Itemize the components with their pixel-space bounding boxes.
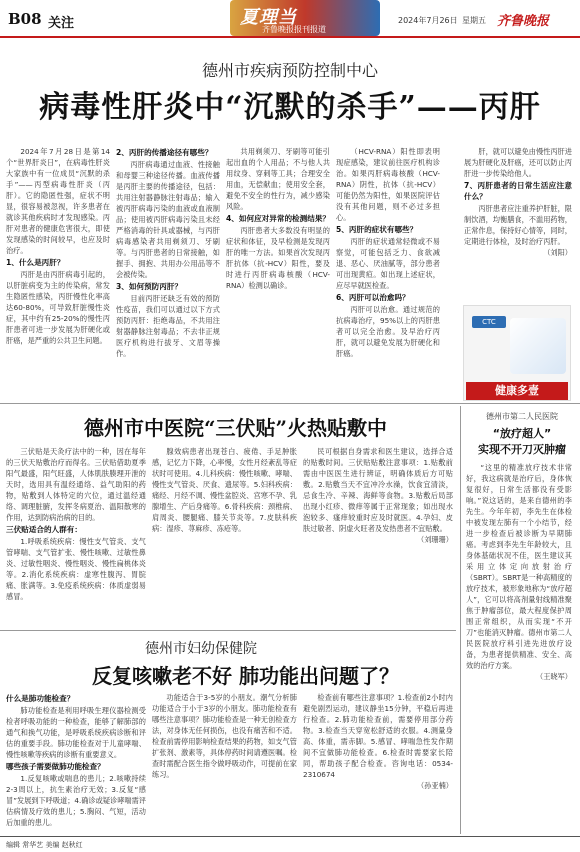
article1-headline: 病毒性肝炎中“沉默的杀手”——丙肝	[39, 90, 541, 125]
article1-paragraph: 丙肝患者应注重养护肝脏，限制饮酒，均衡膳食，不滥用药物，正常作息，保持好心情等，同时，定期进行体检，及时治疗丙肝。	[464, 204, 572, 246]
article3-headline: 反复咳嗽老不好 肺功能出问题了？	[92, 664, 399, 688]
column-divider	[460, 406, 461, 834]
ad-tagline: 健康多壹	[466, 382, 568, 400]
article2-paragraph: 三伏贴是天灸疗法中的一种，因在每年的三伏天贴敷治疗而得名。三伏贴借助夏季阳气最盛，阳气旺盛，人体肌肤腠理开泄的天时，选用具有温经通络、益气助阳的药物，贴敷到人体特定的穴位，通过温经通络、调理脏腑，发挥冬病夏治、温阳散寒的作用，达到防病治病的目的。	[6, 447, 146, 522]
article2-column-1	[6, 446, 146, 624]
issue-weekday: 星期五	[462, 16, 486, 25]
article1-subhead: 6、丙肝可以治愈吗？	[336, 293, 410, 302]
article1-subhead: 3、如何预防丙肝？	[116, 282, 183, 291]
page-footer-credits: 编辑 常华艺 美编 赵秋红	[6, 841, 83, 849]
article1-column-2	[116, 146, 220, 396]
sidebar-body	[466, 462, 572, 832]
article1-kicker: 德州市疾病预防控制中心	[201, 61, 378, 80]
article1-paragraph: 丙肝可以治愈。通过规范的抗病毒治疗，95%以上的丙肝患者可以完全治愈。及早治疗丙肝，就可以避免发展为肝硬化和肝癌。	[336, 305, 440, 358]
article1-paragraph: 丙肝患者大多数没有明显的症状和体征，及早检测是发现丙肝的唯一方法。如果首次发现丙肝抗体（抗-HCV）阳性，要及时进行丙肝病毒核酸（HCV-RNA）检测以确诊。	[226, 226, 330, 290]
ad-logo: CTC	[472, 316, 506, 328]
article1-column-3	[226, 146, 330, 396]
article1-paragraph: 丙肝病毒通过血液、性接触和母婴三种途径传播。血液传播是丙肝主要的传播途径，包括：共用注射器静脉注射毒品；输入被丙肝病毒污染的血液或血液制品；使用被丙肝病毒污染且未经严格消毒的针具或器械，与丙肝病毒感染者共用剃须刀、牙刷等。与丙肝患者的日常接触，如握手、拥抱、共用办公用品等不会被传染。	[116, 160, 220, 279]
article1-subhead: 5、丙肝的症状有哪些？	[336, 225, 418, 234]
article3-column-2	[152, 692, 297, 832]
article1-subhead: 2、丙肝的传播途径有哪些？	[116, 148, 213, 157]
ad-product-image	[510, 318, 566, 374]
article3-paragraph: 检查前有哪些注意事项？1.检查前2小时内避免剧烈运动，建议静坐15分钟，平稳后再进行检查。2.肺功能检查前，需要停用部分药物。3.检查当天穿宽松舒适的衣服。4.测量身高、体重，需赤脚。5.感冒、哮喘急性发作期间不宜做肺功能检查。6.检查时需要家长陪同，帮助孩子配合检查。咨询电话：0534-2310674	[303, 693, 453, 779]
article1-column-4	[336, 146, 440, 396]
article1-byline: （刘阳）	[543, 248, 572, 257]
page-header	[0, 0, 580, 36]
article3-paragraph: 1.反复咳嗽或喘息的患儿；2.咳嗽持续2-3周以上，抗生素治疗无效；3.反复“感冒”发展到下呼吸道；4.确诊或疑诊哮喘需评估病情及疗效的患儿；5.胸闷、气短，活动后加重的患儿。	[6, 774, 146, 827]
article2-headline: 德州市中医院“三伏贴”火热贴敷中	[84, 416, 388, 440]
footer-rule	[0, 836, 580, 837]
article3-byline: （孙亚楠）	[417, 781, 453, 790]
sidebar-paragraph: “这里的精准放疗技术非常好，我这病就是治疗后，身体恢复很好，日常生活都没有受影响。”说这话的，是来自德州的李先生。今年年初，李先生在体检中被发现左肺有一个小结节，经进一步检查后被诊断为早期肺癌。考虑到李先生年龄较大，且身体基础状况不佳，医生建议其采用立体定向放射治疗（SBRT）。SBRT是一种高精度的放疗技术，被形象地称为“放疗超人”，它可以将高剂量射线精准聚焦于肿瘤部位，最大程度保护周围正常组织，从而实现“不开刀”也能消灭肿瘤。德州市第二人民医院放疗科引进先进放疗设备，为患者提供精准、安全、高效的治疗方案。	[466, 463, 572, 670]
banner-subtitle: 齐鲁晚报报刊报道	[262, 25, 326, 34]
article1-paragraph: 丙肝是由丙肝病毒引起的，以肝脏病变为主的传染病，常发生隐匿性感染，丙肝慢性化率高达60-80%，可导致肝脏慢性炎症，其中约有25-20%的慢性丙肝患者可进一步发展为肝硬化或肝癌，是严重的公共卫生问题。	[6, 270, 110, 345]
article1-subhead: 1、什么是丙肝？	[6, 258, 65, 267]
article2-paragraph: 腺效病患者出现苍白、疲倦、手足肿胀感，记忆力下降，心率慢，女性月经紊乱等症状时可使用。4.儿科疾病：慢性咳嗽、哮喘、慢性支气管炎、厌食、遗尿等。5.妇科疾病：痛经、月经不调、慢性盆腔炎、宫寒不孕、乳腺增生、产后身痛等。6.骨科疾病：颈椎病、肩周炎、腰腿痛、膝关节炎等。7.皮肤科疾病：湿疹、荨麻疹、冻疮等。	[152, 447, 297, 533]
article3-kicker: 德州市妇幼保健院	[145, 641, 257, 657]
article2-column-2	[152, 446, 297, 624]
issue-date: 2024年7月26日	[398, 16, 458, 25]
sidebar-subheadline: 实现不开刀灭肿瘤	[478, 443, 566, 456]
sidebar-byline: （王晓军）	[536, 672, 572, 681]
article2-subhead: 三伏贴适合的人群有：	[6, 525, 82, 534]
section-divider	[0, 403, 580, 404]
article2-column-3	[303, 446, 453, 624]
sidebar-headline: “放疗超人”	[492, 427, 552, 440]
article1-column-1	[6, 146, 110, 396]
article1-paragraph: 共用剃须刀、牙刷等可能引起出血的个人用品；不与他人共用纹身、穿刺等工具；合理安全用血，无偿献血；使用安全套，避免不安全的性行为，减少感染风险。	[226, 147, 330, 211]
article3-column-3	[303, 692, 453, 832]
page-number: B08	[8, 10, 42, 28]
article2-byline: （刘珊珊）	[417, 535, 453, 544]
article3-column-1	[6, 692, 146, 832]
article3-subhead: 什么是肺功能检查？	[6, 694, 75, 703]
banner-title: 夏理当	[240, 7, 297, 28]
article1-paragraph: 丙肝的症状通常轻微或不易察觉，可能包括乏力、食欲减退、恶心、厌油腻等，部分患者可出现黄疸。如出现上述症状，应尽早就医检查。	[336, 237, 440, 290]
sidebar-kicker: 德州市第二人民医院	[486, 412, 558, 421]
newspaper-logo: 齐鲁晚报	[497, 14, 550, 29]
section-divider	[0, 630, 456, 631]
article1-column-5	[464, 146, 572, 298]
article1-paragraph: 肝，就可以避免由慢性丙肝进展为肝硬化及肝癌，还可以防止丙肝进一步传染给他人。	[464, 147, 572, 178]
article3-paragraph: 肺功能检查是利用呼吸生理仪器检测受检者呼吸功能的一种检查，能够了解肺部的通气和换气功能，是呼吸系统疾病诊断和评估的重要手段。肺功能检查对于儿童哮喘、慢性咳嗽等疾病的诊断有重要意义。	[6, 706, 146, 759]
article1-paragraph: （HCV-RNA）阳性即表明现症感染，建议前往医疗机构诊治。如果丙肝病毒核酸（HCV-RNA）阴性，抗体（抗-HCV）可能仍然为阳性，如果医院评估没有其他问题，则不必过多担心。	[336, 147, 440, 222]
article1-paragraph: 2024年7月28日是第14个“世界肝炎日”，在病毒性肝炎大家族中有一位成员“沉默的杀手”——丙型病毒性肝炎（丙肝）。它的隐匿性强，症状不明显，很容易被忽视，许多患者在就诊其他疾病时才发现感染。丙肝对患者的健康危害很大，即使发现感染的时间较早，也应及时治疗。	[6, 147, 110, 255]
article1-subhead: 7、丙肝患者的日常生活应注意什么？	[464, 181, 572, 201]
article1-paragraph: 目前丙肝还缺乏有效的预防性疫苗，我们可以通过以下方式预防丙肝：拒绝毒品，不共用注射器静脉注射毒品；不去非正规医疗机构进行拔牙、文眉等操作。	[116, 294, 220, 358]
article3-paragraph: 功能适合于3-5岁的小朋友。潮气分析肺功能适合于小于3岁的小朋友。肺功能检查有哪些注意事项？肺功能检查是一种无创检查方法，对身体无任何损伤，也没有痛苦和不适。检查前需停用影响检查结果的药物，如支气管扩张剂、激素等，具体停药时间请遵医嘱。检查时需配合医生指令做呼吸动作，可提前在家练习。	[152, 693, 297, 779]
article2-paragraph: 1.呼吸系统疾病：慢性支气管炎、支气管哮喘、支气管扩张、慢性咳嗽、过敏性鼻炎、过敏性咽炎、慢性咽炎、慢性扁桃体炎等。2.消化系统疾病：虚寒性腹泻、胃脘痛、胀满等。3.免疫系统疾病：体质虚弱易感冒。	[6, 537, 146, 601]
article3-subhead: 哪些孩子需要做肺功能检查？	[6, 762, 105, 771]
header-rule	[0, 36, 580, 38]
article2-paragraph: 民可根据自身需求和医生建议，选择合适的贴敷时间。三伏贴贴敷注意事项：1.贴敷前需由中医医生进行辨证，明确体质后方可贴敷。2.贴敷当天不宜冲冷水澡，饮食宜清淡，忌食生冷、辛辣、海鲜等食物。3.贴敷后局部出现小红疹、微痒等属于正常现象；如出现水泡较多、瘙痒较重时应及时就医。4.孕妇、皮肤过敏者、阴虚火旺者及发热患者不宜贴敷。	[303, 447, 453, 533]
article1-subhead: 4、如何应对异常的检测结果？	[226, 214, 330, 223]
section-label: 关注	[48, 16, 75, 31]
